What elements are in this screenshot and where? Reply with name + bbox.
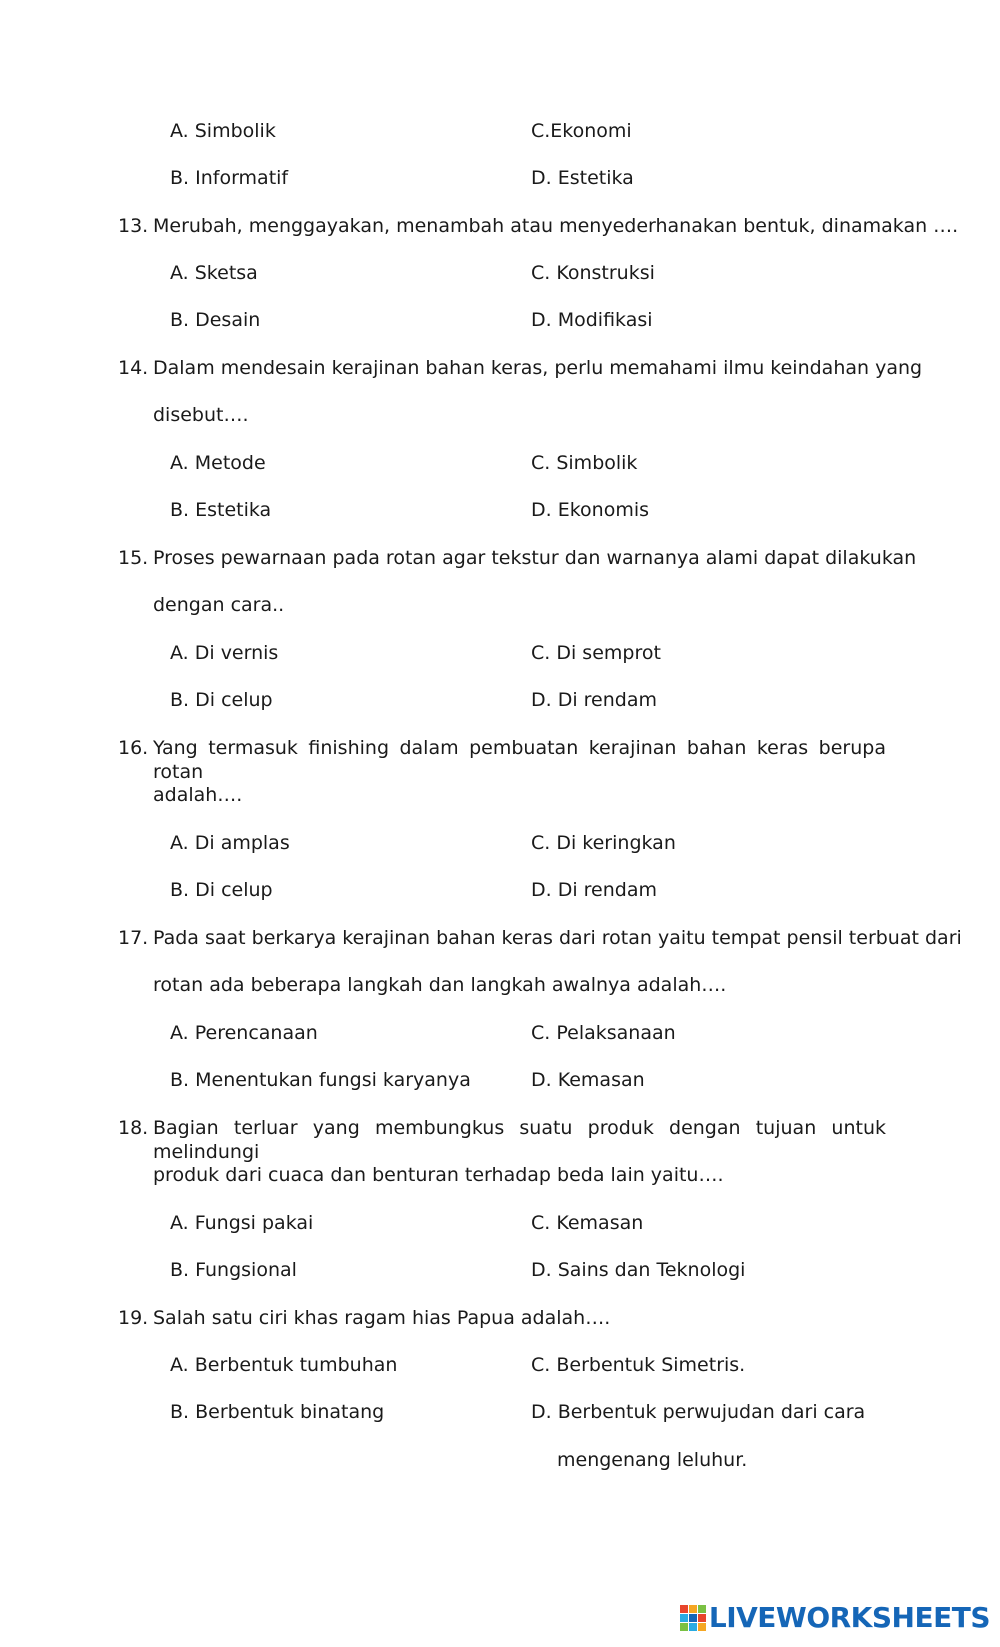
- q18-number: 18.: [118, 1117, 149, 1139]
- q14-option-a[interactable]: A. Metode: [170, 452, 266, 474]
- q17-option-c[interactable]: C. Pelaksanaan: [531, 1022, 676, 1044]
- q14-text-line1: Dalam mendesain kerajinan bahan keras, perlu memahami ilmu keindahan yang: [153, 357, 923, 379]
- q19-option-d-line1[interactable]: D. Berbentuk perwujudan dari cara: [531, 1401, 866, 1423]
- q17-number: 17.: [118, 927, 149, 949]
- q13-option-a[interactable]: A. Sketsa: [170, 262, 258, 284]
- q13-option-b[interactable]: B. Desain: [170, 309, 261, 331]
- liveworksheets-brand-text: LIVEWORKSHEETS: [708, 1601, 990, 1634]
- q18-option-a[interactable]: A. Fungsi pakai: [170, 1212, 314, 1234]
- q19-text: Salah satu ciri khas ragam hias Papua adalah….: [153, 1307, 611, 1329]
- q15-text-line1: Proses pewarnaan pada rotan agar tekstur dan warnanya alami dapat dilakukan: [153, 547, 917, 569]
- q15-number: 15.: [118, 547, 149, 569]
- q13-text: Merubah, menggayakan, menambah atau menyederhanakan bentuk, dinamakan ….: [153, 215, 959, 237]
- q18-text-line1: Bagian terluar yang membungkus suatu produk dengan tujuan untuk melindungi: [153, 1117, 886, 1163]
- q15-option-c[interactable]: C. Di semprot: [531, 642, 661, 664]
- q14-option-c[interactable]: C. Simbolik: [531, 452, 638, 474]
- q14-number: 14.: [118, 357, 149, 379]
- q19-option-d-line2[interactable]: mengenang leluhur.: [557, 1449, 748, 1471]
- q15-text-line2: dengan cara..: [153, 594, 285, 616]
- q12-option-a[interactable]: A. Simbolik: [170, 120, 276, 142]
- q18-text-line2: produk dari cuaca dan benturan terhadap beda lain yaitu….: [153, 1164, 724, 1186]
- q17-option-d[interactable]: D. Kemasan: [531, 1069, 645, 1091]
- q13-option-c[interactable]: C. Konstruksi: [531, 262, 655, 284]
- q16-text-line2: adalah….: [153, 784, 243, 806]
- q16-text-line1: Yang termasuk finishing dalam pembuatan kerajinan bahan keras berupa rotan: [153, 737, 886, 783]
- q18-option-d[interactable]: D. Sains dan Teknologi: [531, 1259, 746, 1281]
- q16-option-b[interactable]: B. Di celup: [170, 879, 273, 901]
- q18-option-b[interactable]: B. Fungsional: [170, 1259, 297, 1281]
- liveworksheets-grid-icon: [680, 1605, 706, 1631]
- q14-option-d[interactable]: D. Ekonomis: [531, 499, 650, 521]
- q16-option-a[interactable]: A. Di amplas: [170, 832, 290, 854]
- q17-option-a[interactable]: A. Perencanaan: [170, 1022, 318, 1044]
- q19-option-a[interactable]: A. Berbentuk tumbuhan: [170, 1354, 398, 1376]
- q17-text-line1: Pada saat berkarya kerajinan bahan keras dari rotan yaitu tempat pensil terbuat dari: [153, 927, 962, 949]
- q12-option-b[interactable]: B. Informatif: [170, 167, 289, 189]
- q16-option-c[interactable]: C. Di keringkan: [531, 832, 676, 854]
- q14-text-line2: disebut….: [153, 404, 249, 426]
- q14-option-b[interactable]: B. Estetika: [170, 499, 272, 521]
- q15-option-a[interactable]: A. Di vernis: [170, 642, 279, 664]
- liveworksheets-logo: [680, 1601, 990, 1635]
- q13-number: 13.: [118, 215, 149, 237]
- q12-option-d[interactable]: D. Estetika: [531, 167, 634, 189]
- q16-number: 16.: [118, 737, 149, 759]
- q19-option-c[interactable]: C. Berbentuk Simetris.: [531, 1354, 746, 1376]
- q15-option-b[interactable]: B. Di celup: [170, 689, 273, 711]
- q12-option-c[interactable]: C.Ekonomi: [531, 120, 632, 142]
- q17-text-line2: rotan ada beberapa langkah dan langkah awalnya adalah….: [153, 974, 727, 996]
- q19-option-b[interactable]: B. Berbentuk binatang: [170, 1401, 385, 1423]
- q19-number: 19.: [118, 1307, 149, 1329]
- q13-option-d[interactable]: D. Modifikasi: [531, 309, 653, 331]
- q15-option-d[interactable]: D. Di rendam: [531, 689, 657, 711]
- q17-option-b[interactable]: B. Menentukan fungsi karyanya: [170, 1069, 471, 1091]
- q18-option-c[interactable]: C. Kemasan: [531, 1212, 644, 1234]
- q16-option-d[interactable]: D. Di rendam: [531, 879, 657, 901]
